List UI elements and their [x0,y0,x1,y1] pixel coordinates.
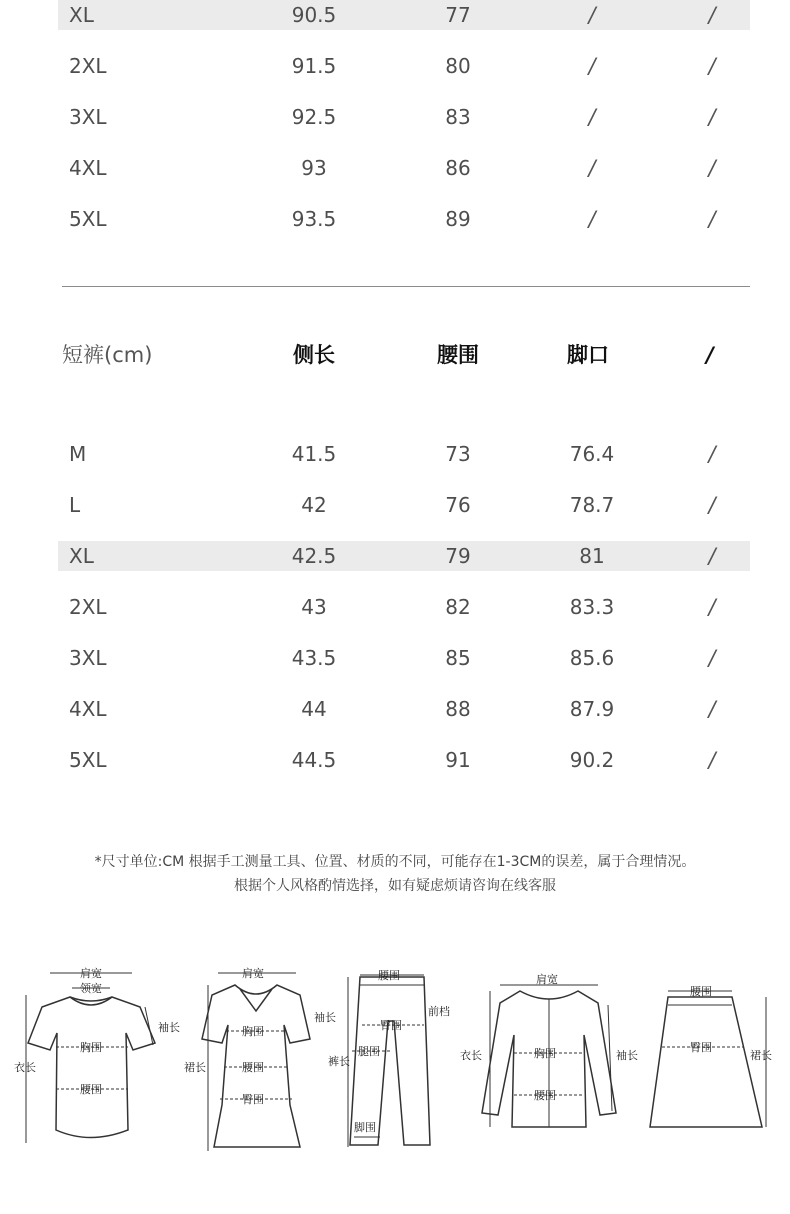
pants-cell-value: 91.5 [291,54,337,78]
pants-cell-value: / [588,207,596,231]
pants-cell-value: 80 [445,54,471,78]
shorts-row [58,439,750,469]
shirt-sleeve-label: 袖长 [616,1049,638,1062]
tshirt-length-label: 衣长 [14,1061,36,1074]
shorts-cell-size: 3XL [69,646,107,670]
tshirt-shoulder-label: 肩宽 [80,967,102,980]
advice-note: 根据个人风格酌情选择，如有疑虑烦请咨询在线客服 [234,878,556,894]
tshirt-diagram [14,966,180,1143]
pants-cell-value: / [708,156,716,180]
measurement-note: *尺寸单位:CM 根据手工测量工具、位置、材质的不同，可能存在1-3CM的误差，属于合理情况。 [94,854,696,870]
pants-cell-value: / [708,207,716,231]
pants-cell-value: 83 [445,105,471,129]
shorts-table-title: 短裤(cm) [62,343,153,367]
pants-cell-value: 93.5 [291,207,337,231]
trousers-length-label: 裤长 [328,1055,350,1068]
dress-chest-label: 胸围 [242,1025,264,1038]
header-side-length: 侧长 [293,343,335,367]
shorts-cell-value: / [708,697,716,721]
shorts-cell-value: 85 [445,646,471,670]
dress-diagram [184,966,336,1151]
header-hem: 脚口 [567,343,609,367]
skirt-length-label: 裙长 [750,1049,772,1062]
shorts-cell-value: 88 [445,697,471,721]
pants-cell-size: 2XL [69,54,107,78]
trousers-thigh-label: 腿围 [358,1045,380,1058]
pants-cell-value: / [588,3,596,27]
shorts-cell-value: 41.5 [291,442,337,466]
shorts-cell-value: 82 [445,595,471,619]
shirt-waist-label: 腰围 [534,1089,556,1102]
pants-cell-value: / [588,156,596,180]
header-empty: / [706,343,714,367]
shorts-cell-size: XL [69,544,94,568]
dress-sleeve-label: 袖长 [314,1011,336,1024]
pants-cell-value: 90.5 [291,3,337,27]
shorts-cell-value: / [708,646,716,670]
dress-length-label: 裙长 [184,1061,206,1074]
shorts-cell-value: / [708,748,716,772]
pants-row [58,51,750,81]
shorts-cell-value: 42.5 [291,544,337,568]
shorts-row [58,745,750,775]
pants-cell-value: 92.5 [291,105,337,129]
skirt-hip-label: 臀围 [690,1041,712,1054]
shorts-cell-value: 43 [301,595,327,619]
shorts-cell-value: 73 [445,442,471,466]
shirt-chest-label: 胸围 [534,1047,556,1060]
shorts-cell-value: 83.3 [569,595,615,619]
dress-waist-label: 腰围 [242,1061,264,1074]
shorts-cell-value: / [708,544,716,568]
shorts-cell-size: M [69,442,87,466]
shorts-cell-size: 4XL [69,697,107,721]
pants-row [58,0,750,30]
shorts-row [58,643,750,673]
shorts-cell-value: 78.7 [569,493,615,517]
pants-cell-value: 77 [445,3,471,27]
shorts-cell-value: / [708,493,716,517]
shorts-cell-value: 87.9 [569,697,615,721]
trousers-hip-label: 臀围 [380,1019,402,1032]
pants-row [58,102,750,132]
pants-cell-size: XL [69,3,94,27]
pants-cell-size: 5XL [69,207,107,231]
shorts-cell-value: 91 [445,748,471,772]
pants-cell-size: 4XL [69,156,107,180]
pants-cell-value: 89 [445,207,471,231]
shirt-diagram [460,972,638,1127]
shirt-shoulder-label: 肩宽 [536,973,558,986]
shorts-cell-value: 85.6 [569,646,615,670]
pants-row [58,204,750,234]
shorts-cell-size: L [69,493,81,517]
shorts-cell-size: 2XL [69,595,107,619]
measurement-diagrams [0,955,790,1165]
shorts-cell-value: 76 [445,493,471,517]
shirt-length-label: 衣长 [460,1049,482,1062]
pants-cell-value: 93 [301,156,327,180]
skirt-waist-label: 腰围 [690,985,712,998]
trousers-hem-label: 脚围 [354,1121,376,1134]
tshirt-waist-label: 腰围 [80,1083,102,1096]
shorts-row [58,694,750,724]
shorts-cell-value: 42 [301,493,327,517]
pants-cell-value: / [708,3,716,27]
shorts-cell-size: 5XL [69,748,107,772]
skirt-diagram [650,985,772,1127]
header-waist: 腰围 [437,343,479,367]
pants-cell-value: / [708,105,716,129]
pants-cell-value: / [588,105,596,129]
trousers-diagram [328,969,450,1147]
dress-hip-label: 臀围 [242,1093,264,1106]
shorts-cell-value: 76.4 [569,442,615,466]
tshirt-collar-label: 领宽 [80,982,102,995]
shorts-cell-value: 44 [301,697,327,721]
trousers-rise-label: 前档 [428,1005,450,1018]
tshirt-sleeve-label: 袖长 [158,1021,180,1034]
shorts-row [58,592,750,622]
shorts-cell-value: 81 [579,544,605,568]
trousers-waist-label: 腰围 [378,969,400,982]
pants-cell-value: / [708,54,716,78]
shorts-cell-value: 44.5 [291,748,337,772]
pants-cell-value: / [588,54,596,78]
shorts-cell-value: 43.5 [291,646,337,670]
pants-cell-value: 86 [445,156,471,180]
shorts-cell-value: / [708,442,716,466]
shorts-cell-value: 90.2 [569,748,615,772]
shorts-row [58,541,750,571]
shorts-cell-value: 79 [445,544,471,568]
dress-shoulder-label: 肩宽 [242,967,264,980]
pants-row [58,153,750,183]
section-divider [62,286,750,287]
shorts-row [58,490,750,520]
pants-cell-size: 3XL [69,105,107,129]
shorts-cell-value: / [708,595,716,619]
tshirt-chest-label: 胸围 [80,1041,102,1054]
